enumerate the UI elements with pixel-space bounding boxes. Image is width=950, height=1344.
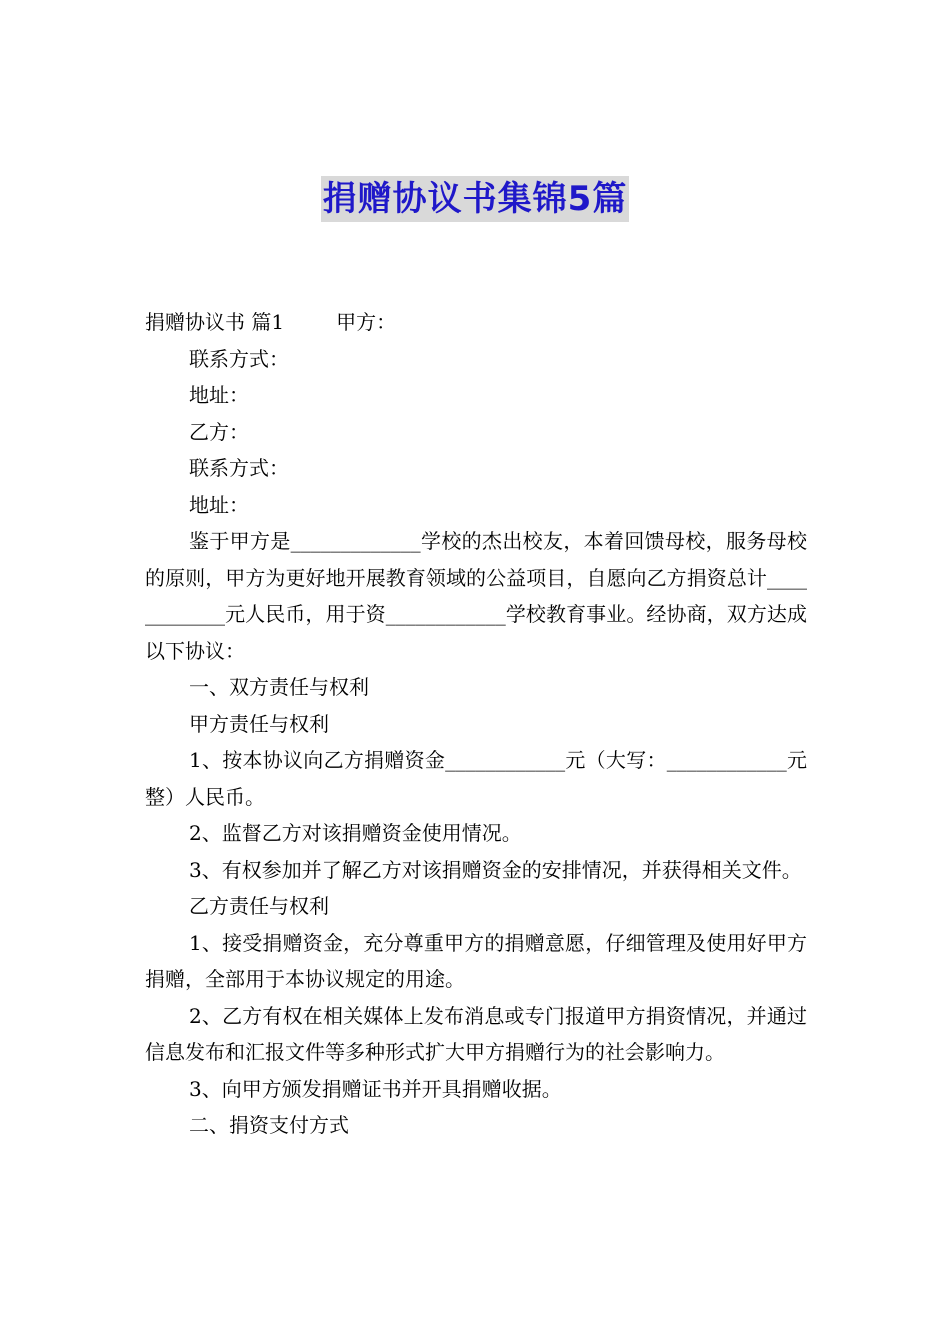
document-body [145,304,807,1144]
title-wrap [0,176,950,222]
party-b-item-2: 2、乙方有权在相关媒体上发布消息或专门报道甲方捐资情况，并通过信息发布和汇报文件等多种形式扩大甲方捐赠行为的社会影响力。 [145,1003,807,1064]
party-b-duties-heading: 乙方责任与权利 [189,894,329,918]
contact-b-line: 联系方式： [189,456,289,480]
intro-paragraph: 鉴于甲方是_____________学校的杰出校友，本着回馈母校，服务母校的原则，甲方为更好地开展教育领域的公益项目，自愿向乙方捐资总计____________元人民币，用于资____________学校教育事业。经协商，双方达成以下协议： [145,529,807,663]
section-label: 捐赠协议书 篇1 [145,310,285,334]
party-b-line: 乙方： [189,419,249,444]
address-a-line: 地址： [189,383,249,407]
party-a-duties-heading: 甲方责任与权利 [189,711,329,736]
party-a-label: 甲方： [336,310,397,334]
party-b-item-3: 3、向甲方颁发捐赠证书并开具捐赠收据。 [189,1076,562,1101]
address-b-line: 地址： [189,492,249,517]
section-header-line [145,304,807,341]
party-a-item-1: 1、按本协议向乙方捐赠资金____________元（大写：____________元整）人民币。 [145,748,807,809]
section-1-heading: 一、双方责任与权利 [189,675,369,699]
party-a-item-2: 2、监督乙方对该捐赠资金使用情况。 [189,821,522,845]
section-2-heading: 二、捐资支付方式 [189,1113,349,1137]
party-b-item-1: 1、接受捐赠资金，充分尊重甲方的捐赠意愿，仔细管理及使用好甲方捐赠，全部用于本协议规定的用途。 [145,930,807,991]
document-title: 捐赠协议书集锦5篇 [321,176,630,222]
contact-a-line: 联系方式： [189,346,289,371]
party-a-item-3: 3、有权参加并了解乙方对该捐赠资金的安排情况，并获得相关文件。 [189,857,802,882]
